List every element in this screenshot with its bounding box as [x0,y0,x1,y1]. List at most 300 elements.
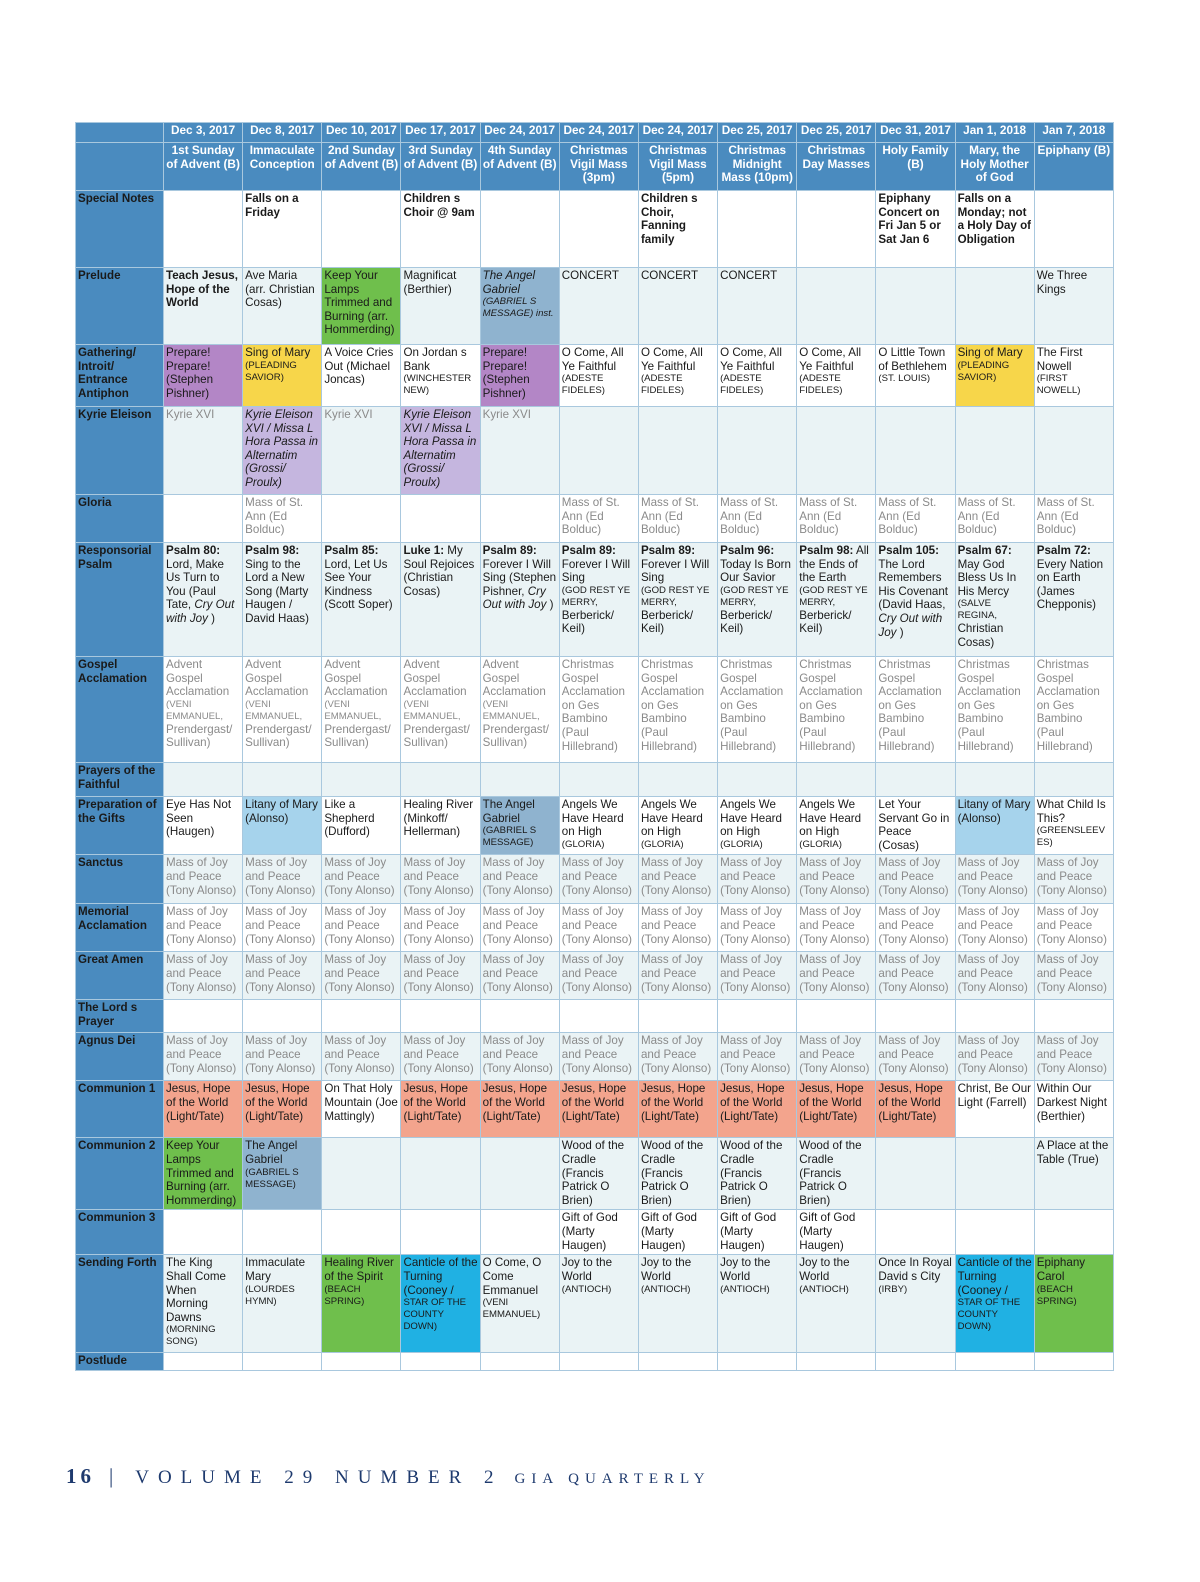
cell-text: CONCERT [561,269,619,282]
table-cell [401,407,480,495]
cell-text: Mass of Joy and Peace (Tony Alonso) [799,856,870,897]
cell-text: The First Nowell [1036,346,1083,373]
column-occasion: Holy Family (B) [876,143,955,191]
table-cell [876,904,955,952]
table-cell [797,407,876,495]
table-cell [1034,1081,1113,1138]
table-cell [718,1353,797,1371]
cell-text: Christmas Gospel Acclamation on Ges Bambino (Paul Hillebrand) [878,658,942,753]
table-cell [876,657,955,763]
cell-tune: (GABRIEL S MESSAGE) [482,825,537,849]
table-cell [480,1210,559,1255]
table-cell [638,407,717,495]
table-cell [322,1210,401,1255]
cell-credit: Berberick/ Keil) [720,608,773,636]
table-cell [638,543,717,657]
table-cell [559,904,638,952]
cell-tune: (IRBY) [878,1283,908,1295]
cell-text: Prepare! Prepare! (Stephen Pishner) [482,346,530,400]
table-cell [480,1000,559,1033]
table-cell [638,1033,717,1081]
cell-text: Jesus, Hope of the World (Light/Tate) [245,1082,310,1123]
table-cell [401,1138,480,1210]
table-cell [1034,345,1113,407]
cell-text: Joy to the World [640,1256,692,1283]
table-row [76,1033,1114,1081]
table-body [76,191,1114,1371]
cell-text: CONCERT [720,269,778,282]
column-date: Dec 8, 2017 [243,123,322,143]
cell-text: Angels We Have Heard on High [561,798,624,839]
cell-text: Falls on a Friday [245,192,299,219]
cell-text: Mass of Joy and Peace (Tony Alonso) [799,953,870,994]
cell-tune: (ADESTE FIDELES) [640,373,685,397]
table-cell [797,797,876,855]
cell-tune: (ADESTE FIDELES) [799,373,843,397]
column-occasion: 1st Sunday of Advent (B) [164,143,243,191]
cell-text: Mass of Joy and Peace (Tony Alonso) [403,953,474,994]
column-date: Dec 24, 2017 [559,123,638,143]
table-cell [876,797,955,855]
cell-text: Mass of Joy and Peace (Tony Alonso) [720,856,791,897]
cell-tune: (GOD REST YE MERRY, [640,584,710,608]
cell-text: Mass of Joy and Peace (Tony Alonso) [245,856,316,897]
cell-text: Jesus, Hope of the World (Light/Tate) [720,1082,785,1123]
cell-text: Lord, Let Us See Your Kindness (Scott Soper) [324,557,393,612]
cell-text: Advent Gospel Acclamation [166,658,230,699]
table-cell [638,345,717,407]
table-cell [876,1210,955,1255]
table-cell [401,1081,480,1138]
table-cell [876,495,955,543]
cell-tune: (GABRIEL S MESSAGE) [245,1166,299,1190]
cell-text: We Three Kings [1036,269,1088,296]
table-cell [638,1081,717,1138]
cell-tune: (GOD REST YE MERRY, [799,584,868,608]
cell-text: Epiphany Concert on Fri Jan 5 or Sat Jan 6 [878,192,941,246]
table-cell [164,345,243,407]
table-cell [718,797,797,855]
psalm-number: Luke 1: [403,544,445,557]
cell-text: Joy to the World [799,1256,850,1283]
table-cell [322,1353,401,1371]
table-cell [559,1210,638,1255]
psalm-number: Psalm 67: [957,544,1012,557]
table-cell [718,495,797,543]
cell-text: Forever I Will Sing (Stephen Pishner, [482,557,557,598]
table-cell [955,495,1034,543]
table-cell [559,191,638,268]
table-cell [1034,495,1113,543]
row-label: Prayers of the Faithful [76,763,164,797]
occasion-row [76,143,1114,191]
cell-text: Falls on a Monday; not a Holy Day of Obligation [957,192,1032,246]
cell-text: May God Bless Us In His Mercy [957,557,1017,598]
table-cell [480,1081,559,1138]
table-cell [718,904,797,952]
cell-tune: (ANTIOCH) [799,1283,849,1295]
cell-text: Gift of God (Marty Haugen) [640,1211,697,1252]
table-cell [955,952,1034,1000]
cell-text: Angels We Have Heard on High [720,798,782,839]
column-occasion: 4th Sunday of Advent (B) [480,143,559,191]
table-cell [638,268,717,345]
cell-text: O Come, All Ye Faithful [561,346,624,373]
table-cell [797,1081,876,1138]
table-cell [401,1255,480,1353]
table-cell [797,1138,876,1210]
cell-text: Within Our Darkest Night (Berthier) [1036,1082,1107,1123]
cell-text: Mass of St. Ann (Ed Bolduc) [957,496,1016,537]
table-cell [876,855,955,904]
cell-credit: ) [899,625,904,639]
column-date: Dec 24, 2017 [638,123,717,143]
cell-text: Mass of Joy and Peace (Tony Alonso) [640,1034,712,1075]
cell-text: Mass of Joy and Peace (Tony Alonso) [403,905,474,946]
psalm-number: Psalm 85: [324,544,379,557]
table-cell [559,1255,638,1353]
cell-text: Jesus, Hope of the World (Light/Tate) [799,1082,864,1123]
table-cell [797,1255,876,1353]
table-cell [559,1138,638,1210]
table-cell [638,1000,717,1033]
music-planning-table [75,122,1114,1371]
cell-text: Mass of Joy and Peace (Tony Alonso) [799,1034,870,1075]
row-label: Special Notes [76,191,164,268]
table-cell [876,763,955,797]
table-cell [797,904,876,952]
table-cell [243,191,322,268]
table-row [76,1138,1114,1210]
table-cell [1034,855,1113,904]
cell-collection: Cry Out with Joy [878,611,943,639]
table-cell [559,952,638,1000]
cell-text: Jesus, Hope of the World (Light/Tate) [640,1082,706,1123]
cell-text: Sing to the Lord a New Song (Marty Haugen / David Haas) [245,557,309,625]
cell-tune: (ANTIOCH) [561,1283,612,1295]
table-cell [955,763,1034,797]
cell-text: Mass of Joy and Peace (Tony Alonso) [640,905,712,946]
table-row [76,191,1114,268]
psalm-number: Psalm 96: [720,544,775,557]
cell-text: Mass of St. Ann (Ed Bolduc) [640,496,699,537]
table-row [76,268,1114,345]
table-cell [955,1033,1034,1081]
table-cell [322,1081,401,1138]
table-cell [638,1353,717,1371]
table-cell [480,855,559,904]
table-cell [1034,952,1113,1000]
table-cell [638,495,717,543]
cell-text: Mass of Joy and Peace (Tony Alonso) [1036,1034,1107,1075]
cell-text: Joy to the World [720,1256,771,1283]
row-label: Gospel Acclamation [76,657,164,763]
cell-text: The Angel Gabriel [482,269,536,296]
cell-text: Mass of Joy and Peace (Tony Alonso) [640,953,712,994]
table-cell [955,1353,1034,1371]
page-footer [66,1464,711,1489]
cell-text: Mass of Joy and Peace (Tony Alonso) [561,856,633,897]
cell-text: Kyrie XVI [166,408,215,421]
table-cell [164,268,243,345]
table-cell [638,1210,717,1255]
column-date: Jan 7, 2018 [1034,123,1113,143]
table-cell [559,657,638,763]
table-cell [480,407,559,495]
cell-text: Every Nation on Earth (James Chepponis) [1036,557,1104,612]
table-cell [164,495,243,543]
cell-text: Mass of Joy and Peace (Tony Alonso) [720,905,791,946]
table-cell [718,952,797,1000]
cell-text: Mass of Joy and Peace (Tony Alonso) [166,856,237,897]
cell-text: Jesus, Hope of the World (Light/Tate) [166,1082,231,1123]
cell-credit: Christian Cosas) [957,622,1004,649]
table-cell [718,345,797,407]
cell-text: Mass of St. Ann (Ed Bolduc) [878,496,937,537]
table-cell [480,345,559,407]
cell-text: Let Your Servant Go in Peace (Cosas) [878,798,950,852]
volume-issue: VOLUME 29 NUMBER 2 [135,1467,503,1488]
cell-text: Mass of St. Ann (Ed Bolduc) [245,496,304,537]
cell-text: Kyrie XVI [324,408,373,421]
table-cell [480,1138,559,1210]
table-cell [322,495,401,543]
table-cell [322,1138,401,1210]
cell-text: Mass of Joy and Peace (Tony Alonso) [720,953,791,994]
column-occasion: Epiphany (B) [1034,143,1113,191]
table-cell [322,268,401,345]
table-cell [1034,1353,1113,1371]
cell-tune: (BEACH SPRING) [324,1283,365,1307]
table-cell [322,543,401,657]
table-cell [797,191,876,268]
table-cell [1034,763,1113,797]
table-cell [243,268,322,345]
column-date: Dec 17, 2017 [401,123,480,143]
psalm-number: Psalm 89: [640,544,696,557]
table-cell [1034,1210,1113,1255]
page-number: 16 [66,1464,95,1488]
row-label: Agnus Dei [76,1033,164,1081]
row-label: Prelude [76,268,164,345]
table-row [76,952,1114,1000]
table-cell [480,763,559,797]
table-cell [164,543,243,657]
cell-tune: (MORNING SONG) [166,1324,216,1348]
cell-text: Mass of Joy and Peace (Tony Alonso) [1036,856,1107,897]
table-cell [955,191,1034,268]
cell-text: What Child Is This? [1036,798,1106,825]
table-cell [797,543,876,657]
cell-text: Mass of Joy and Peace (Tony Alonso) [1036,905,1107,946]
table-cell [876,1255,955,1353]
table-cell [401,268,480,345]
table-cell [164,1033,243,1081]
table-cell [718,1210,797,1255]
table-row [76,657,1114,763]
table-cell [1034,657,1113,763]
cell-tune: (GOD REST YE MERRY, [561,584,631,608]
column-occasion: 3rd Sunday of Advent (B) [401,143,480,191]
psalm-number: Psalm 98: [245,544,300,557]
table-cell [638,1138,717,1210]
psalm-number: Psalm 89: [482,544,537,557]
table-cell [559,1081,638,1138]
cell-text: Mass of Joy and Peace (Tony Alonso) [166,905,237,946]
cell-text: Mass of Joy and Peace (Tony Alonso) [720,1034,791,1075]
cell-text: The Angel Gabriel [482,798,535,825]
table-cell [243,345,322,407]
table-cell [480,191,559,268]
table-cell [876,1033,955,1081]
table-cell [243,657,322,763]
table-cell [559,763,638,797]
table-cell [718,407,797,495]
column-occasion: Christmas Midnight Mass (10pm) [718,143,797,191]
cell-text: Ave Maria (arr. Christian Cosas) [245,269,315,310]
cell-text: Mass of Joy and Peace (Tony Alonso) [640,856,712,897]
table-cell [322,855,401,904]
table-cell [955,268,1034,345]
cell-text: Advent Gospel Acclamation [482,658,546,699]
table-cell [876,345,955,407]
table-cell [243,1353,322,1371]
table-cell [243,855,322,904]
cell-tune: (WINCHESTER NEW) [403,373,472,397]
cell-text: Mass of Joy and Peace (Tony Alonso) [878,1034,949,1075]
table-cell [401,191,480,268]
cell-text: Christmas Gospel Acclamation on Ges Bambino (Paul Hillebrand) [640,658,705,753]
table-cell [164,797,243,855]
table-cell [559,797,638,855]
table-cell [559,268,638,345]
table-cell [243,407,322,495]
cell-text: Jesus, Hope of the World (Light/Tate) [878,1082,943,1123]
cell-tune: (GLORIA) [640,838,684,850]
cell-credit: Berberick/ Keil) [561,608,614,636]
cell-text: Wood of the Cradle (Francis Patrick O Brien) [561,1139,625,1207]
table-cell [401,1033,480,1081]
table-cell [797,1000,876,1033]
table-cell [718,1138,797,1210]
cell-text: Mass of Joy and Peace (Tony Alonso) [957,953,1028,994]
cell-text: Mass of Joy and Peace (Tony Alonso) [166,953,237,994]
cell-text: Kyrie Eleison XVI / Missa L Hora Passa in Alternatim (Grossi/ Proulx) [245,408,318,489]
cell-text: Mass of Joy and Peace (Tony Alonso) [799,905,870,946]
table-cell [480,1033,559,1081]
table-cell [401,1000,480,1033]
cell-text: Canticle of the Turning (Cooney / [957,1256,1032,1297]
table-cell [322,191,401,268]
cell-tune: (GREENSLEEVES) [1036,825,1105,849]
column-date: Jan 1, 2018 [955,123,1034,143]
column-date: Dec 25, 2017 [797,123,876,143]
cell-text: Magnificat (Berthier) [403,269,457,296]
cell-text: Prepare! Prepare! (Stephen Pishner) [166,346,214,400]
table-cell [559,1033,638,1081]
cell-text: Jesus, Hope of the World (Light/Tate) [561,1082,627,1123]
cell-text: Sing of Mary [957,346,1023,359]
cell-text: O Little Town of Bethlehem [878,346,947,373]
table-cell [559,345,638,407]
cell-tune: (GLORIA) [720,838,763,850]
cell-text: Canticle of the Turning (Cooney / [403,1256,478,1297]
cell-text: A Voice Cries Out (Michael Joncas) [324,346,394,387]
table-cell [401,345,480,407]
cell-text: Mass of Joy and Peace (Tony Alonso) [878,953,949,994]
cell-text: Litany of Mary (Alonso) [245,798,318,825]
header-corner [76,143,164,191]
table-cell [164,1000,243,1033]
psalm-number: Psalm 80: [166,544,221,557]
cell-text: Lord, Make Us Turn to You (Paul Tate, [166,557,224,612]
cell-credit: Prendergast/ Sullivan) [166,722,233,750]
cell-credit: Berberick/ Keil) [640,608,694,636]
table-row [76,1255,1114,1353]
table-row [76,543,1114,657]
table-cell [876,268,955,345]
table-cell [797,763,876,797]
column-occasion: Christmas Vigil Mass (3pm) [559,143,638,191]
table-cell [480,495,559,543]
cell-text: Healing River (Minkoff/ Hellerman) [403,798,474,839]
cell-text: Mass of Joy and Peace (Tony Alonso) [482,856,553,897]
table-cell [1034,1000,1113,1033]
table-cell [1034,268,1113,345]
cell-text: Like a Shepherd (Dufford) [324,798,375,839]
table-cell [401,855,480,904]
cell-text: Teach Jesus, Hope of the World [166,269,238,310]
table-cell [164,1210,243,1255]
table-cell [955,657,1034,763]
table-row [76,495,1114,543]
cell-tune: (PLEADING SAVIOR) [245,359,297,383]
table-cell [718,763,797,797]
table-row [76,1210,1114,1255]
cell-text: Wood of the Cradle (Francis Patrick O Brien) [640,1139,704,1207]
cell-text: The Lord Remembers His Covenant (David Haas, [878,557,949,612]
cell-credit: ) [211,611,215,625]
cell-text: Advent Gospel Acclamation [324,658,388,699]
table-cell [718,1255,797,1353]
cell-text: Jesus, Hope of the World (Light/Tate) [403,1082,468,1123]
row-label: Kyrie Eleison [76,407,164,495]
table-cell [243,1081,322,1138]
table-cell [480,904,559,952]
cell-text: Mass of Joy and Peace (Tony Alonso) [957,905,1028,946]
cell-tune: (GOD REST YE MERRY, [720,584,789,608]
table-cell [638,855,717,904]
cell-text: Christmas Gospel Acclamation on Ges Bambino (Paul Hillebrand) [561,658,625,753]
cell-text: Mass of Joy and Peace (Tony Alonso) [324,905,395,946]
cell-text: Forever I Will Sing [561,557,631,585]
cell-text: Wood of the Cradle (Francis Patrick O Brien) [720,1139,783,1207]
row-label: Preparation of the Gifts [76,797,164,855]
cell-text: Mass of Joy and Peace (Tony Alonso) [245,1034,316,1075]
table-cell [401,543,480,657]
table-cell [638,657,717,763]
cell-tune: (GLORIA) [799,838,842,850]
cell-text: Mass of Joy and Peace (Tony Alonso) [324,856,395,897]
cell-text: Keep Your Lamps Trimmed and Burning (arr. Hommerding) [324,269,395,337]
cell-text: Epiphany Carol [1036,1256,1086,1283]
row-label: Memorial Acclamation [76,904,164,952]
table-cell [322,345,401,407]
cell-text: The Angel Gabriel [245,1139,298,1166]
cell-text: Gift of God (Marty Haugen) [720,1211,777,1252]
cell-text: Forever I Will Sing [640,557,710,585]
cell-text: Sing of Mary [245,346,311,359]
